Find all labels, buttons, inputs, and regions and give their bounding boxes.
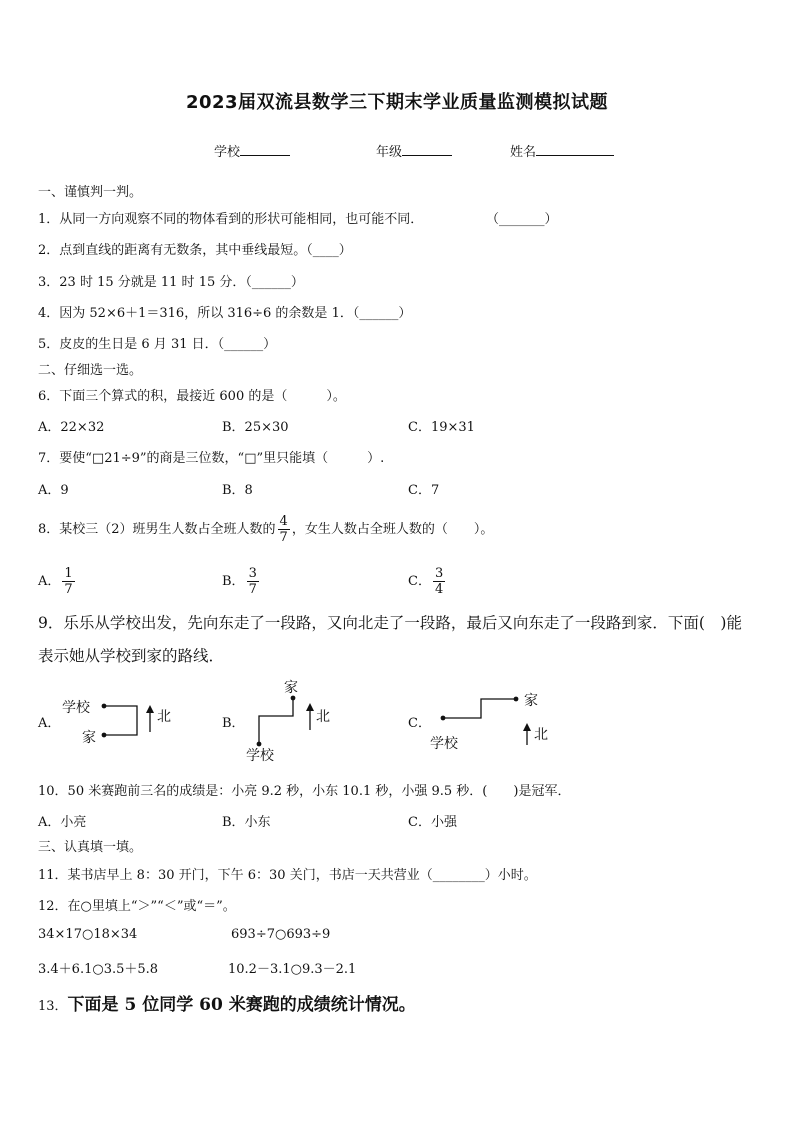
q8-text-pre: 8．某校三（2）班男生人数占全班人数的 xyxy=(38,522,276,537)
name-field[interactable] xyxy=(510,141,614,160)
q9-c-home-label: 家 xyxy=(524,693,538,709)
q7-option-c: C．7 xyxy=(408,483,440,498)
name-label: 姓名 xyxy=(510,145,537,160)
question-4: 4．因为 52×6＋1＝316，所以 316÷6 的余数是 1．（______） xyxy=(38,306,412,321)
section-3-heading: 三、认真填一填。 xyxy=(38,840,143,855)
q8-option-a: A． $\frac{1}{7}$ xyxy=(38,566,73,597)
question-7: 7．要使“□21÷9”的商是三位数，“□”里只能填（ ）. xyxy=(38,451,385,466)
section-1-heading: 一、谨慎判一判。 xyxy=(38,185,143,200)
q9-a-home-label: 家 xyxy=(82,730,96,746)
q10-option-c: C．小强 xyxy=(408,815,457,830)
school-blank[interactable] xyxy=(240,143,290,156)
question-13 xyxy=(38,990,416,1015)
q12-expression-4: 10.2－3.1○9.3－2.1 xyxy=(228,962,357,977)
q10-option-a: A．小亮 xyxy=(38,815,87,830)
grade-blank[interactable] xyxy=(402,143,452,156)
q6-option-b: B．25×30 xyxy=(222,420,289,435)
section-2-heading: 二、仔细选一选。 xyxy=(38,363,143,378)
q9-c-north-label: 北 xyxy=(534,727,548,743)
q12-expression-2: 693÷7○693÷9 xyxy=(231,927,331,942)
question-9-line-2: 表示她从学校到家的路线． xyxy=(38,647,225,665)
q10-option-b: B．小东 xyxy=(222,815,271,830)
question-9-line-1: 9．乐乐从学校出发，先向东走了一段路，又向北走了一段路，最后又向东走了一段路到家．下面( )能 xyxy=(38,614,742,632)
q9-option-c-label: C． xyxy=(408,716,431,731)
q13-text: 下面是 5 位同学 60 米赛跑的成绩统计情况。 xyxy=(67,995,416,1015)
question-2: 2．点到直线的距离有无数条，其中垂线最短。（____） xyxy=(38,243,352,258)
question-1: 1．从同一方向观察不同的物体看到的形状可能相同，也可能不同． xyxy=(38,212,424,227)
question-11: 11．某书店早上 8：30 开门，下午 6：30 关门，书店一天共营业（________）小时。 xyxy=(38,868,537,883)
name-blank[interactable] xyxy=(536,143,614,156)
q13-number: 13． xyxy=(38,999,68,1014)
q8-option-b: B． $\frac{3}{7}$ xyxy=(222,566,257,597)
q9-b-home-label: 家 xyxy=(284,680,298,696)
q8-option-c: C． $\frac{3}{4}$ xyxy=(408,566,444,597)
school-label: 学校 xyxy=(214,145,241,160)
page-title: 2023届双流县数学三下期末学业质量监测模拟试题 xyxy=(185,92,609,113)
q9-a-north-label: 北 xyxy=(157,709,171,725)
question-3: 3．23 时 15 分就是 11 时 15 分．（______） xyxy=(38,275,304,290)
q12-expression-1: 34×17○18×34 xyxy=(38,927,138,942)
school-field[interactable] xyxy=(214,141,290,160)
question-12: 12．在○里填上“＞”“＜”或“＝”。 xyxy=(38,899,236,914)
grade-field[interactable] xyxy=(376,141,452,160)
q6-option-c: C．19×31 xyxy=(408,420,475,435)
q7-option-b: B．8 xyxy=(222,483,253,498)
q9-b-north-label: 北 xyxy=(316,709,330,725)
q8-text-post: ，女生人数占全班人数的（ ）。 xyxy=(291,522,494,537)
q7-option-a: A．9 xyxy=(38,483,69,498)
q12-expression-3: 3.4＋6.1○3.5＋5.8 xyxy=(38,962,159,977)
q9-b-school-label: 学校 xyxy=(246,748,274,764)
question-8 xyxy=(38,514,493,545)
question-1-answer: （_______） xyxy=(486,212,558,227)
grade-label: 年级 xyxy=(376,145,403,160)
question-10: 10．50 米赛跑前三名的成绩是：小亮 9.2 秒，小东 10.1 秒，小强 9.5 秒．( )是冠军． xyxy=(38,784,571,799)
question-5: 5．皮皮的生日是 6 月 31 日．（______） xyxy=(38,337,277,352)
q8-fraction: $\frac{4}{7}$ xyxy=(279,514,288,545)
q9-a-school-label: 学校 xyxy=(62,700,90,716)
q9-option-a-label: A． xyxy=(38,716,61,731)
question-6: 6．下面三个算式的积，最接近 600 的是（ ）。 xyxy=(38,389,346,404)
q6-option-a: A．22×32 xyxy=(38,420,105,435)
q9-option-b-label: B． xyxy=(222,716,245,731)
q9-c-school-label: 学校 xyxy=(430,736,458,752)
